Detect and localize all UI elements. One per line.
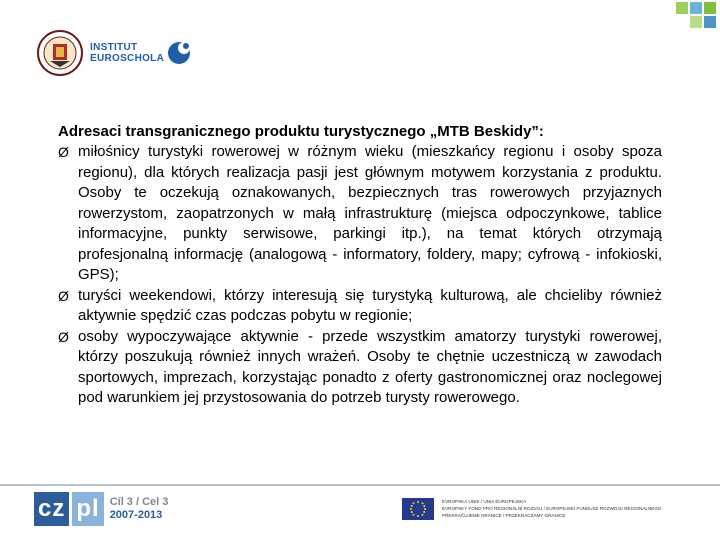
bullet-item	[58, 142, 662, 286]
program-logo	[34, 492, 168, 526]
bullet-list	[58, 142, 662, 409]
eu-flag-icon	[402, 498, 434, 520]
bullet-text: miłośnicy turystyki rowerowej w różnym wieku (mieszkańcy regionu i osoby spoza regionu), dla których realizacja pasji jest głównym motywem korzystania z produktu. Osoby te oczekują oznakowanych, bezpiecznych tras rowerowych przyjaznych rowerzystom, zaopatrzonych w małą infrastrukturę (miejsca odpoczynkowe, tablice informacyjne, punkty serwisowe, parkingi itp.), na temat których otrzymają profesjonalną informację (analogową - informatory, foldery, mapy; cyfrową - infokioski, GPS);	[78, 143, 662, 283]
header-logos	[36, 18, 194, 88]
bullet-item	[58, 327, 662, 409]
eu-logo	[402, 498, 662, 520]
footer	[0, 488, 720, 540]
slide-heading: Adresaci transgranicznego produktu turystycznego „MTB Beskidy”:	[58, 123, 544, 140]
corner-decoration	[656, 0, 720, 40]
program-label	[110, 496, 169, 522]
eu-text	[442, 498, 662, 519]
institute-logo-line2: EUROSCHOLA	[90, 53, 165, 64]
eu-line-2: EVROPSKÝ FOND PRO REGIONÁLNÍ ROZVOJ / EUROPEJSKI FUNDUSZ ROZWOJU REGIONALNEGO	[442, 506, 662, 511]
institute-logo-text	[90, 42, 164, 64]
arrow-bullet-icon: Ø	[58, 328, 69, 345]
bullet-item	[58, 286, 662, 327]
bullet-text: turyści weekendowi, którzy interesują się turystyką kulturową, ale chcieliby również aktywnie spędzić czas podczas pobytu w regionie;	[78, 286, 662, 324]
eu-line-3: PŘEKRAČUJEME HRANICE / PRZEKRACZAMY GRANICE	[442, 513, 566, 518]
bullet-text: osoby wypoczywające aktywnie - przede wszystkim amatorzy turystyki rowerowej, którzy poszukują również innych wrażeń. Osoby te chętnie uczestniczą w zawodach sportowych, imprezach, korzystając ponadto z oferty gastronomicznej oraz noclegowej pod warunkiem jej przystosowania do potrzeb turysty rowerowego.	[78, 327, 662, 406]
program-years: 2007-2013	[109, 509, 163, 521]
arrow-bullet-icon: Ø	[58, 144, 69, 160]
eu-line-1: EVROPSKÁ UNIE / UNIA EUROPEJSKA	[442, 499, 527, 504]
arrow-bullet-icon: Ø	[58, 287, 69, 304]
university-seal-icon	[36, 29, 84, 77]
institute-logo-line1: INSTITUT	[90, 42, 138, 53]
footer-divider	[0, 484, 720, 486]
pl-box: pl	[72, 492, 103, 526]
slide-content	[58, 122, 662, 409]
cz-box: cz	[34, 492, 69, 526]
institute-logo	[88, 38, 194, 68]
cil-cel-text: Cíl 3 / Cel 3	[109, 496, 169, 508]
euroschola-mark-icon	[164, 38, 194, 68]
